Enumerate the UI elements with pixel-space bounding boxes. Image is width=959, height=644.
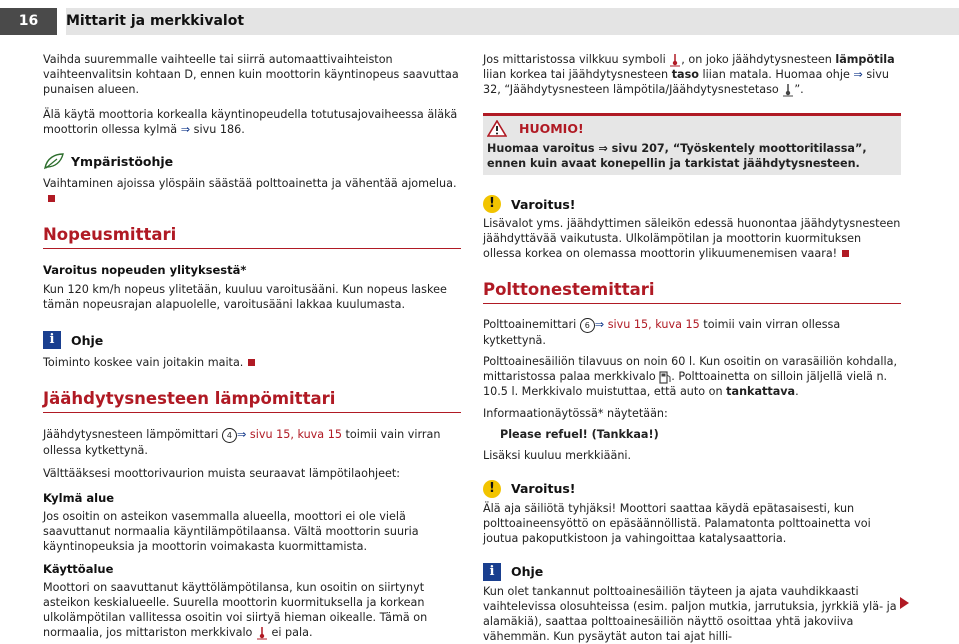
note-2 <box>483 563 901 644</box>
cold-zone-heading: Kylmä alue <box>43 490 115 505</box>
fuel-pump-icon <box>659 370 671 384</box>
warning-triangle-icon <box>487 120 507 137</box>
end-marker-icon <box>248 359 255 366</box>
note-text-2: Kun olet tankannut polttoainesäiliön täyteen ja ajata vauhdikkaasti vaihtelevissa olosuhteissa (esim. paljon mutkia, jarrutuksia, jyrkkiä ylä- ja alamäkiä), saattaa polttoainesäiliön näyttö osoittaa yhtä jakoviiva vähemmän. Kun pysäytät auton tai ajat hilli- <box>483 584 897 643</box>
reference-arrow-icon: ⇒ <box>180 123 191 136</box>
caution-box <box>483 113 901 175</box>
warning-note-2 <box>483 480 901 546</box>
left-column <box>43 52 461 640</box>
callout-number: 6 <box>580 318 595 333</box>
coolant-temperature-icon <box>669 53 681 67</box>
note-heading: Ohje <box>71 332 104 348</box>
fuel-gauge-heading: Polttonestemittari <box>483 280 901 304</box>
page-header <box>0 8 959 35</box>
speedometer-heading: Nopeusmittari <box>43 225 461 249</box>
coolant-warning-paragraph: Jos mittaristossa vilkkuu symboli , on joko jäähdytysnesteen lämpötila liian korkea tai jäähdytysnesteen taso liian matala. Huomaa ohje ⇒ sivu 32, “Jäähdytysnesteen lämpötila/Jäähdytysnestetaso ”. <box>483 53 895 96</box>
warning-text-1: Lisävalot yms. jäähdyttimen säleikön edessä huonontaa jäähdytysnesteen jäähdyttävää vaikutusta. Ulkolämpötilan ja moottorin kuormituksen ollessa korkea on olemassa moottorin ylikuumenemisen vaara! <box>483 217 901 260</box>
continue-arrow-icon <box>900 597 909 609</box>
reference-arrow-icon: ⇒ <box>236 428 247 441</box>
note-header <box>43 331 461 349</box>
warning-heading-1: Varoitus! <box>511 196 576 212</box>
note-text: Toiminto koskee vain joitakin maita. <box>43 355 461 370</box>
speed-warning-text: Kun 120 km/h nopeus ylitetään, kuuluu varoitusääni. Kun nopeus laskee tämän nopeusrajan alapuolelle, varoitusääni lakkaa kuulumasta. <box>43 283 447 311</box>
info-icon: i <box>483 563 501 581</box>
leaf-icon <box>43 152 65 170</box>
caution-heading: HUOMIO! <box>519 121 584 136</box>
end-marker-icon <box>842 250 849 257</box>
intro-paragraph-2: Älä käytä moottoria korkealla käyntinopeudella totutusajovaiheessa äläkä moottorin ollessa kylmä ⇒ sivu 186. <box>43 108 458 136</box>
refuel-message: Please refuel! (Tankkaa!) <box>500 427 659 441</box>
speedometer-section <box>43 225 461 370</box>
right-column <box>483 52 901 644</box>
info-display-text: Informaationäytössä* näytetään: <box>483 406 668 420</box>
exclamation-icon: ! <box>483 480 501 498</box>
beep-text: Lisäksi kuuluu merkkiääni. <box>483 448 632 462</box>
chapter-title: Mittarit ja merkkivalot <box>66 8 959 35</box>
intro-paragraph-1: Vaihda suuremmalle vaihteelle tai siirrä automaattivaihteiston vaihteenvalitsin kohtaan D, ennen kuin moottorin käyntinopeus saavuttaa punaisen alueen. <box>43 53 459 96</box>
warning-heading-2: Varoitus! <box>511 481 576 496</box>
environment-text: Vaihtaminen ajoissa ylöspäin säästää polttoainetta ja vähentää ajomelua. <box>43 176 461 206</box>
info-icon: i <box>43 331 61 349</box>
speed-warning-subheading: Varoitus nopeuden ylityksestä* <box>43 263 247 277</box>
page-number: 16 <box>0 8 57 35</box>
page-link[interactable]: sivu 186. <box>193 123 245 136</box>
reference-arrow-icon: ⇒ <box>594 318 605 331</box>
figure-link[interactable]: sivu 15, kuva 15 <box>607 318 700 331</box>
fuel-paragraph-2: Polttoainesäiliön tilavuus on noin 60 l. Kun osoitin on varasäiliön kohdalla, mittaristossa palaa merkkivalo . Polttoainetta on silloin jäljellä vielä n. 10.5 l. Merkkivalo muistuttaa, että auto on tankattava. <box>483 354 898 398</box>
coolant-paragraph-2: Välttääksesi moottorivaurion muista seuraavat lämpötilaohjeet: <box>43 466 401 480</box>
coolant-temperature-icon <box>256 626 268 640</box>
fuel-section <box>483 280 901 463</box>
note-heading-2: Ohje <box>511 564 544 579</box>
figure-link[interactable]: sivu 15, kuva 15 <box>249 428 342 441</box>
coolant-paragraph-1: Jäähdytysnesteen lämpömittari 4 ⇒ sivu 15, kuva 15 toimii vain virran ollessa kytkettynä. <box>43 428 441 457</box>
coolant-temperature-icon <box>782 83 794 97</box>
reference-arrow-icon: ⇒ <box>853 68 863 81</box>
operating-zone-text: Moottori on saavuttanut käyttölämpötilansa, kun osoitin on siirtynyt asteikon keskialueelle. Suurella moottorin kuormituksella ja korkean ulkolämpötilan vallitessa osoitin voi siirtyä hieman oikealle. Tämä on normaalia, jos mittariston merkkivalo ei pala. <box>43 580 428 639</box>
cold-zone-text: Jos osoitin on asteikon vasemmalla alueella, moottori ei ole vielä saavuttanut normaalia käyntilämpötilaansa. Vältä moottorin suuria käyntinopeuksia ja moottorin voimakasta kuormittamista. <box>43 509 419 553</box>
exclamation-icon: ! <box>483 195 501 213</box>
callout-number: 4 <box>222 428 237 443</box>
warning-text-2: Älä aja säiliötä tyhjäksi! Moottori saattaa käydä epätasaisesti, kun polttoaineensyöttö on epäsäännöllistä. Palamatonta polttoainetta voi joutua pakoputkistoon ja vahingoittaa katalysaattoria. <box>483 501 871 545</box>
environment-heading: Ympäristöohje <box>71 153 174 169</box>
fuel-paragraph-1: Polttoainemittari 6 ⇒ sivu 15, kuva 15 toimii vain virran ollessa kytkettynä. <box>483 318 841 347</box>
coolant-heading: Jäähdytysnesteen lämpömittari <box>43 389 461 413</box>
environment-note <box>43 152 461 206</box>
page-link[interactable]: sivu 32, “Jäähdytysnesteen lämpötila/Jäähdytysnestetaso <box>483 68 889 96</box>
operating-zone-heading: Käyttöalue <box>43 561 114 576</box>
coolant-section <box>43 389 461 640</box>
caution-text: Huomaa varoitus ⇒ sivu 207, “Työskentely moottoritilassa”, ennen kuin avaat konepellin ja tarkistat jäähdytysnesteen. <box>487 142 867 170</box>
end-marker-icon <box>48 195 55 202</box>
warning-note-1 <box>483 195 901 261</box>
